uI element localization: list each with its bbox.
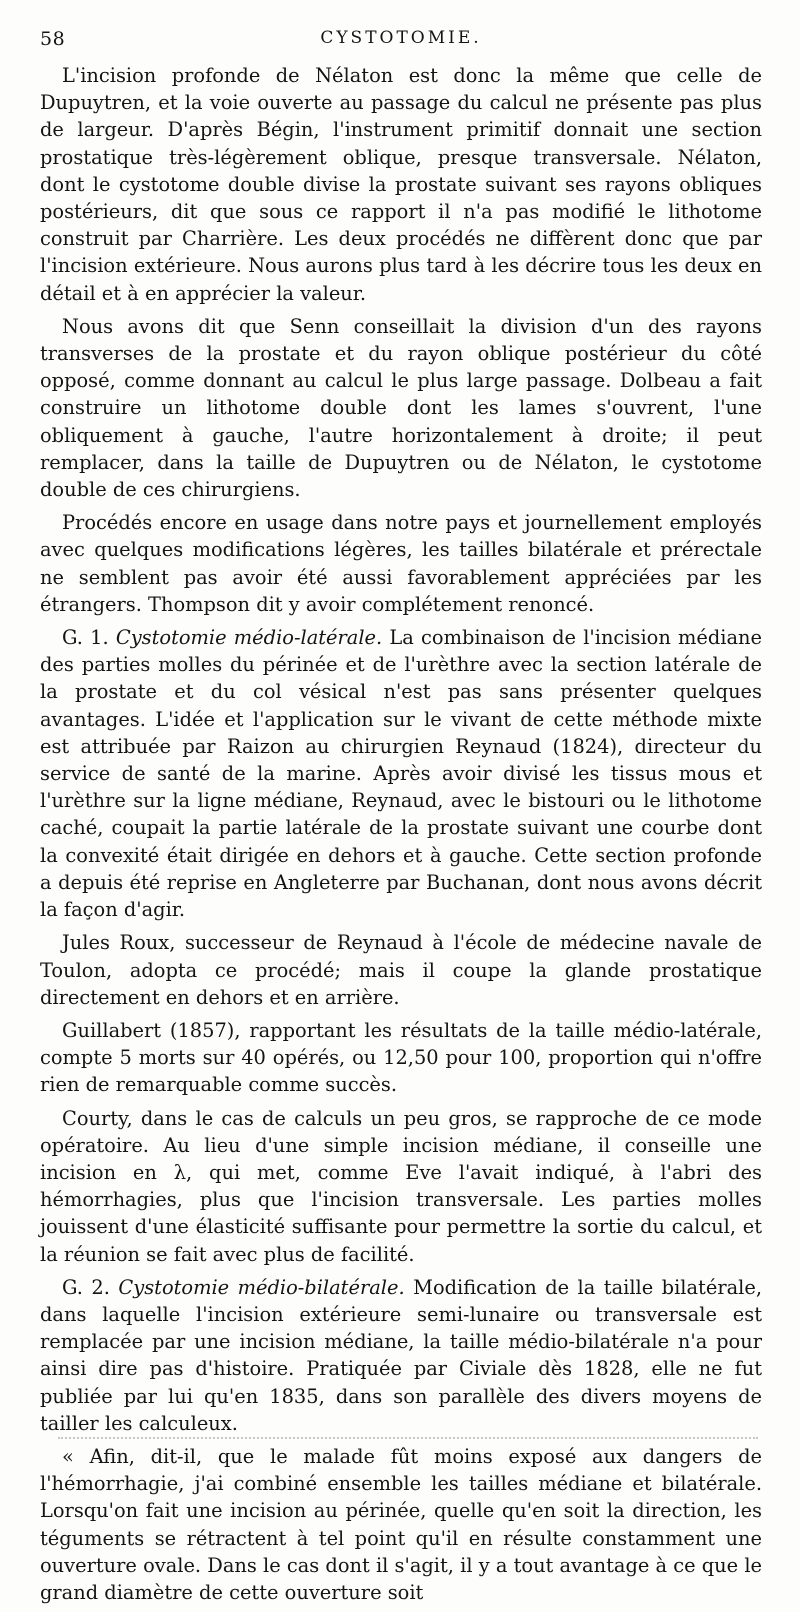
paragraph-text: Procédés encore en usage dans notre pays et journellement employés avec quelques modifications légères, les tailles bilatérale et prérectale ne semblent pas avoir été aussi favorablement appréciées par les étrangers. Thompson dit y avoir complétement renoncé.: [40, 511, 762, 616]
section-g1-medio-laterale: [40, 624, 762, 923]
paragraph-text: Nous avons dit que Senn conseillait la division d'un des rayons transverses de la prostate et du rayon oblique postérieur du côté opposé, comme donnant au calcul le plus large passage. Dolbeau a fait construire un lithotome double dont les lames s'ouvrent, l'une obliquement à gauche, l'autre horizontalement à droite; il peut remplacer, dans la taille de Dupuytren ou de Nélaton, le cystotome double de ces chirurgiens.: [40, 314, 762, 502]
section-title: Cystotomie médio-bilatérale.: [118, 1275, 405, 1299]
section-g2-medio-bilaterale: [40, 1274, 762, 1437]
page-header: [40, 28, 762, 54]
body-text: [40, 62, 762, 1612]
footer-dotted-rule: [58, 1437, 758, 1441]
paragraph-text: L'incision profonde de Nélaton est donc la même que celle de Dupuytren, et la voie ouverte au passage du calcul ne présente pas plus de largeur. D'après Bégin, l'instrument primitif donnait une section prostatique très-légèrement oblique, presque transversale. Nélaton, dont le cystotome double divise la prostate suivant ses rayons obliques postérieurs, dit que sous ce rapport il n'a pas modifié le lithotome construit par Charrière. Les deux procédés ne diffèrent donc que par l'incision extérieure. Nous aurons plus tard à les décrire tous les deux en détail et à en apprécier la valeur.: [40, 64, 762, 305]
paragraph-text: Jules Roux, successeur de Reynaud à l'école de médecine navale de Toulon, adopta ce procédé; mais il coupe la glande prostatique directement en dehors et en arrière.: [40, 931, 762, 1009]
paragraph-jules-roux: [40, 929, 762, 1011]
paragraph-text: Courty, dans le cas de calculs un peu gros, se rapproche de ce mode opératoire. Au lieu d'une simple incision médiane, il conseille une incision en λ, qui met, comme Eve l'avait indiqué, à l'abri des hémorrhagies, plus que l'incision transversale. Les parties molles jouissent d'une élasticité suffisante pour permettre la sortie du calcul, et la réunion se fait avec plus de facilité.: [40, 1106, 762, 1266]
section-title: Cystotomie médio-latérale.: [115, 626, 383, 650]
paragraph-text: La combinaison de l'incision médiane des parties molles du périnée et de l'urèthre avec la section latérale de la prostate et du col vésical n'est pas sans présenter quelques avantages. L'idée et l'application sur le vivant de cette méthode mixte est attribuée par Raizon au chirurgien Reynaud (1824), directeur du service de santé de la marine. Après avoir divisé les tissus mous et l'urèthre sur la ligne médiane, Reynaud, avec le bistouri ou le lithotome caché, coupait la partie latérale de la prostate suivant une courbe dont la convexité était dirigée en dehors et à gauche. Cette section profonde a depuis été reprise en Angleterre par Buchanan, dont nous avons décrit la façon d'agir.: [40, 626, 762, 922]
paragraph-text: « Afin, dit-il, que le malade fût moins exposé aux dangers de l'hémorrhagie, j'ai combiné ensemble les tailles médiane et bilatérale. Lorsqu'on fait une incision au périnée, quelle qu'en soit la direction, les téguments se rétractent à tel point qu'il en résulte constamment une ouverture ovale. Dans le cas dont il s'agit, il y a tout avantage à ce que le grand diamètre de cette ouverture soit: [40, 1444, 762, 1604]
paragraph-civiale-quote: [40, 1443, 762, 1606]
paragraph-text: Modification de la taille bilatérale, dans laquelle l'incision extérieure semi-lunaire ou transversale est remplacée par une incision médiane, la taille médio-bilatérale n'a pour ainsi dire pas d'histoire. Pratiquée par Civiale dès 1828, elle ne fut publiée par lui qu'en 1835, dans son parallèle des divers moyens de tailler les calculeux.: [40, 1275, 762, 1435]
section-label: G. 1.: [62, 626, 109, 650]
paragraph-courty: [40, 1105, 762, 1268]
paragraph-guillabert: [40, 1017, 762, 1099]
paragraph-nelaton-incision: [40, 62, 762, 307]
paragraph-procedes: [40, 509, 762, 618]
paragraph-text: Guillabert (1857), rapportant les résultats de la taille médio-latérale, compte 5 morts sur 40 opérés, ou 12,50 pour 100, proportion qui n'offre rien de remarquable comme succès.: [40, 1018, 762, 1097]
page-number: 58: [40, 28, 66, 50]
running-head: CYSTOTOMIE.: [320, 28, 482, 48]
section-label: G. 2.: [62, 1275, 110, 1299]
paragraph-senn-dolbeau: [40, 313, 762, 503]
